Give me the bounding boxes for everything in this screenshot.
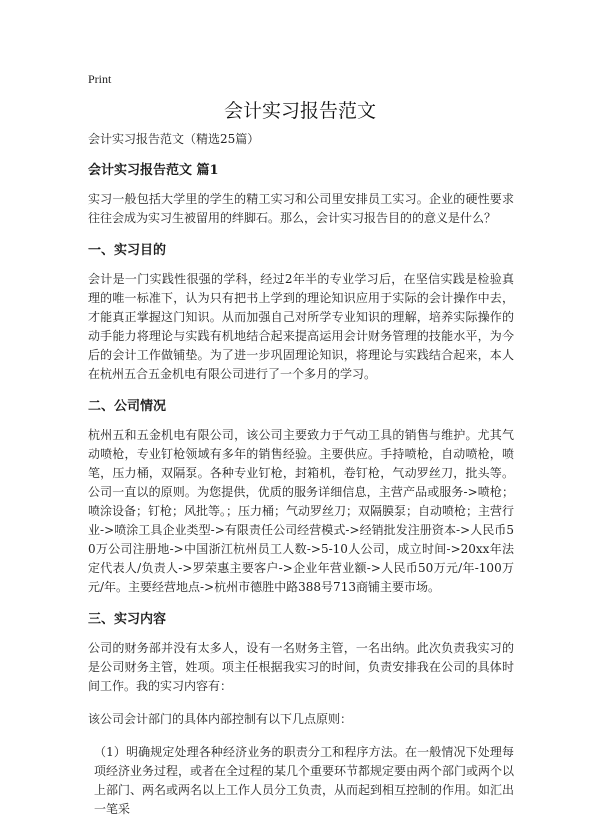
print-link[interactable]: Print: [88, 72, 112, 86]
section-paragraph: 公司的财务部并没有太多人，设有一名财务主管，一名出纳。此次负责我实习的是公司财务主管，姓项。项主任根据我实习的时间，负责安排我在公司的具体时间工作。我的实习内容有：: [88, 641, 514, 693]
article-heading: 会计实习报告范文 篇1: [88, 163, 219, 178]
section-paragraph: 会计是一门实践性很强的学科，经过2年半的专业学习后，在坚信实践是检验真理的唯一标准下，认为只有把书上学到的理论知识应用于实际的会计操作中去，才能真正掌握这门知识。从而加强自己对所学专业知识的理解，培养实际操作的动手能力将理论与实践有机地结合起来提高运用会计财务管理的技能水平，为今后的会计工作做铺垫。为了进一步巩固理论知识，将理论与实践结合起来，本人在杭州五合五金机电有限公司进行了一个多月的学习。: [88, 272, 514, 381]
section-heading-company: 二、公司情况: [88, 399, 167, 414]
section-list-item: （1）明确规定处理各种经济业务的职责分工和程序方法。在一般情况下处理每项经济业务过程，或者在全过程的某几个重要环节都规定要由两个部门或两个以上部门、两名或两名以上工作人员分工负责，从而起到相互控制的作用。如汇出一笔采: [94, 745, 515, 816]
article-body: [88, 130, 514, 819]
section-paragraph: 该公司会计部门的具体内部控制有以下几点原则：: [88, 712, 353, 726]
section-heading-purpose: 一、实习目的: [88, 243, 167, 258]
article-subtitle: 会计实习报告范文（精选25篇）: [88, 132, 260, 146]
page-title: 会计实习报告范文: [223, 100, 376, 122]
section-paragraph: 杭州五和五金机电有限公司，该公司主要致力于气动工具的销售与维护。尤其气动喷枪，专业钉枪领域有多年的销售经验。主要供应。手持喷枪，自动喷枪，喷笔，压力桶，双隔泵。各种专业钉枪，封箱机，卷钉枪，气动罗丝刀，批头等。公司一直以的原则。为您提供，优质的服务详细信息，主营产品或服务->喷枪；喷涂设备；钉枪；风批等。；压力桶；气动罗丝刀；双隔膜泵；自动喷枪；主营行业->喷涂工具企业类型->有限责任公司经营模式->经销批发注册资本->人民币50万公司注册地->中国浙江杭州员工人数->5-10人公司，成立时间->20xx年法定代表人/负责人->罗荣惠主要客户->企业年营业额->人民币50万元/年-100万元/年。主要经营地点->杭州市德胜中路388号713商铺主要市场。: [88, 428, 515, 594]
section-heading-content: 三、实习内容: [88, 612, 167, 627]
intro-paragraph: 实习一般包括大学里的学生的精工实习和公司里安排员工实习。企业的硬性要求往往会成为实习生被留用的绊脚石。那么，会计实习报告目的的意义是什么？: [88, 192, 514, 225]
